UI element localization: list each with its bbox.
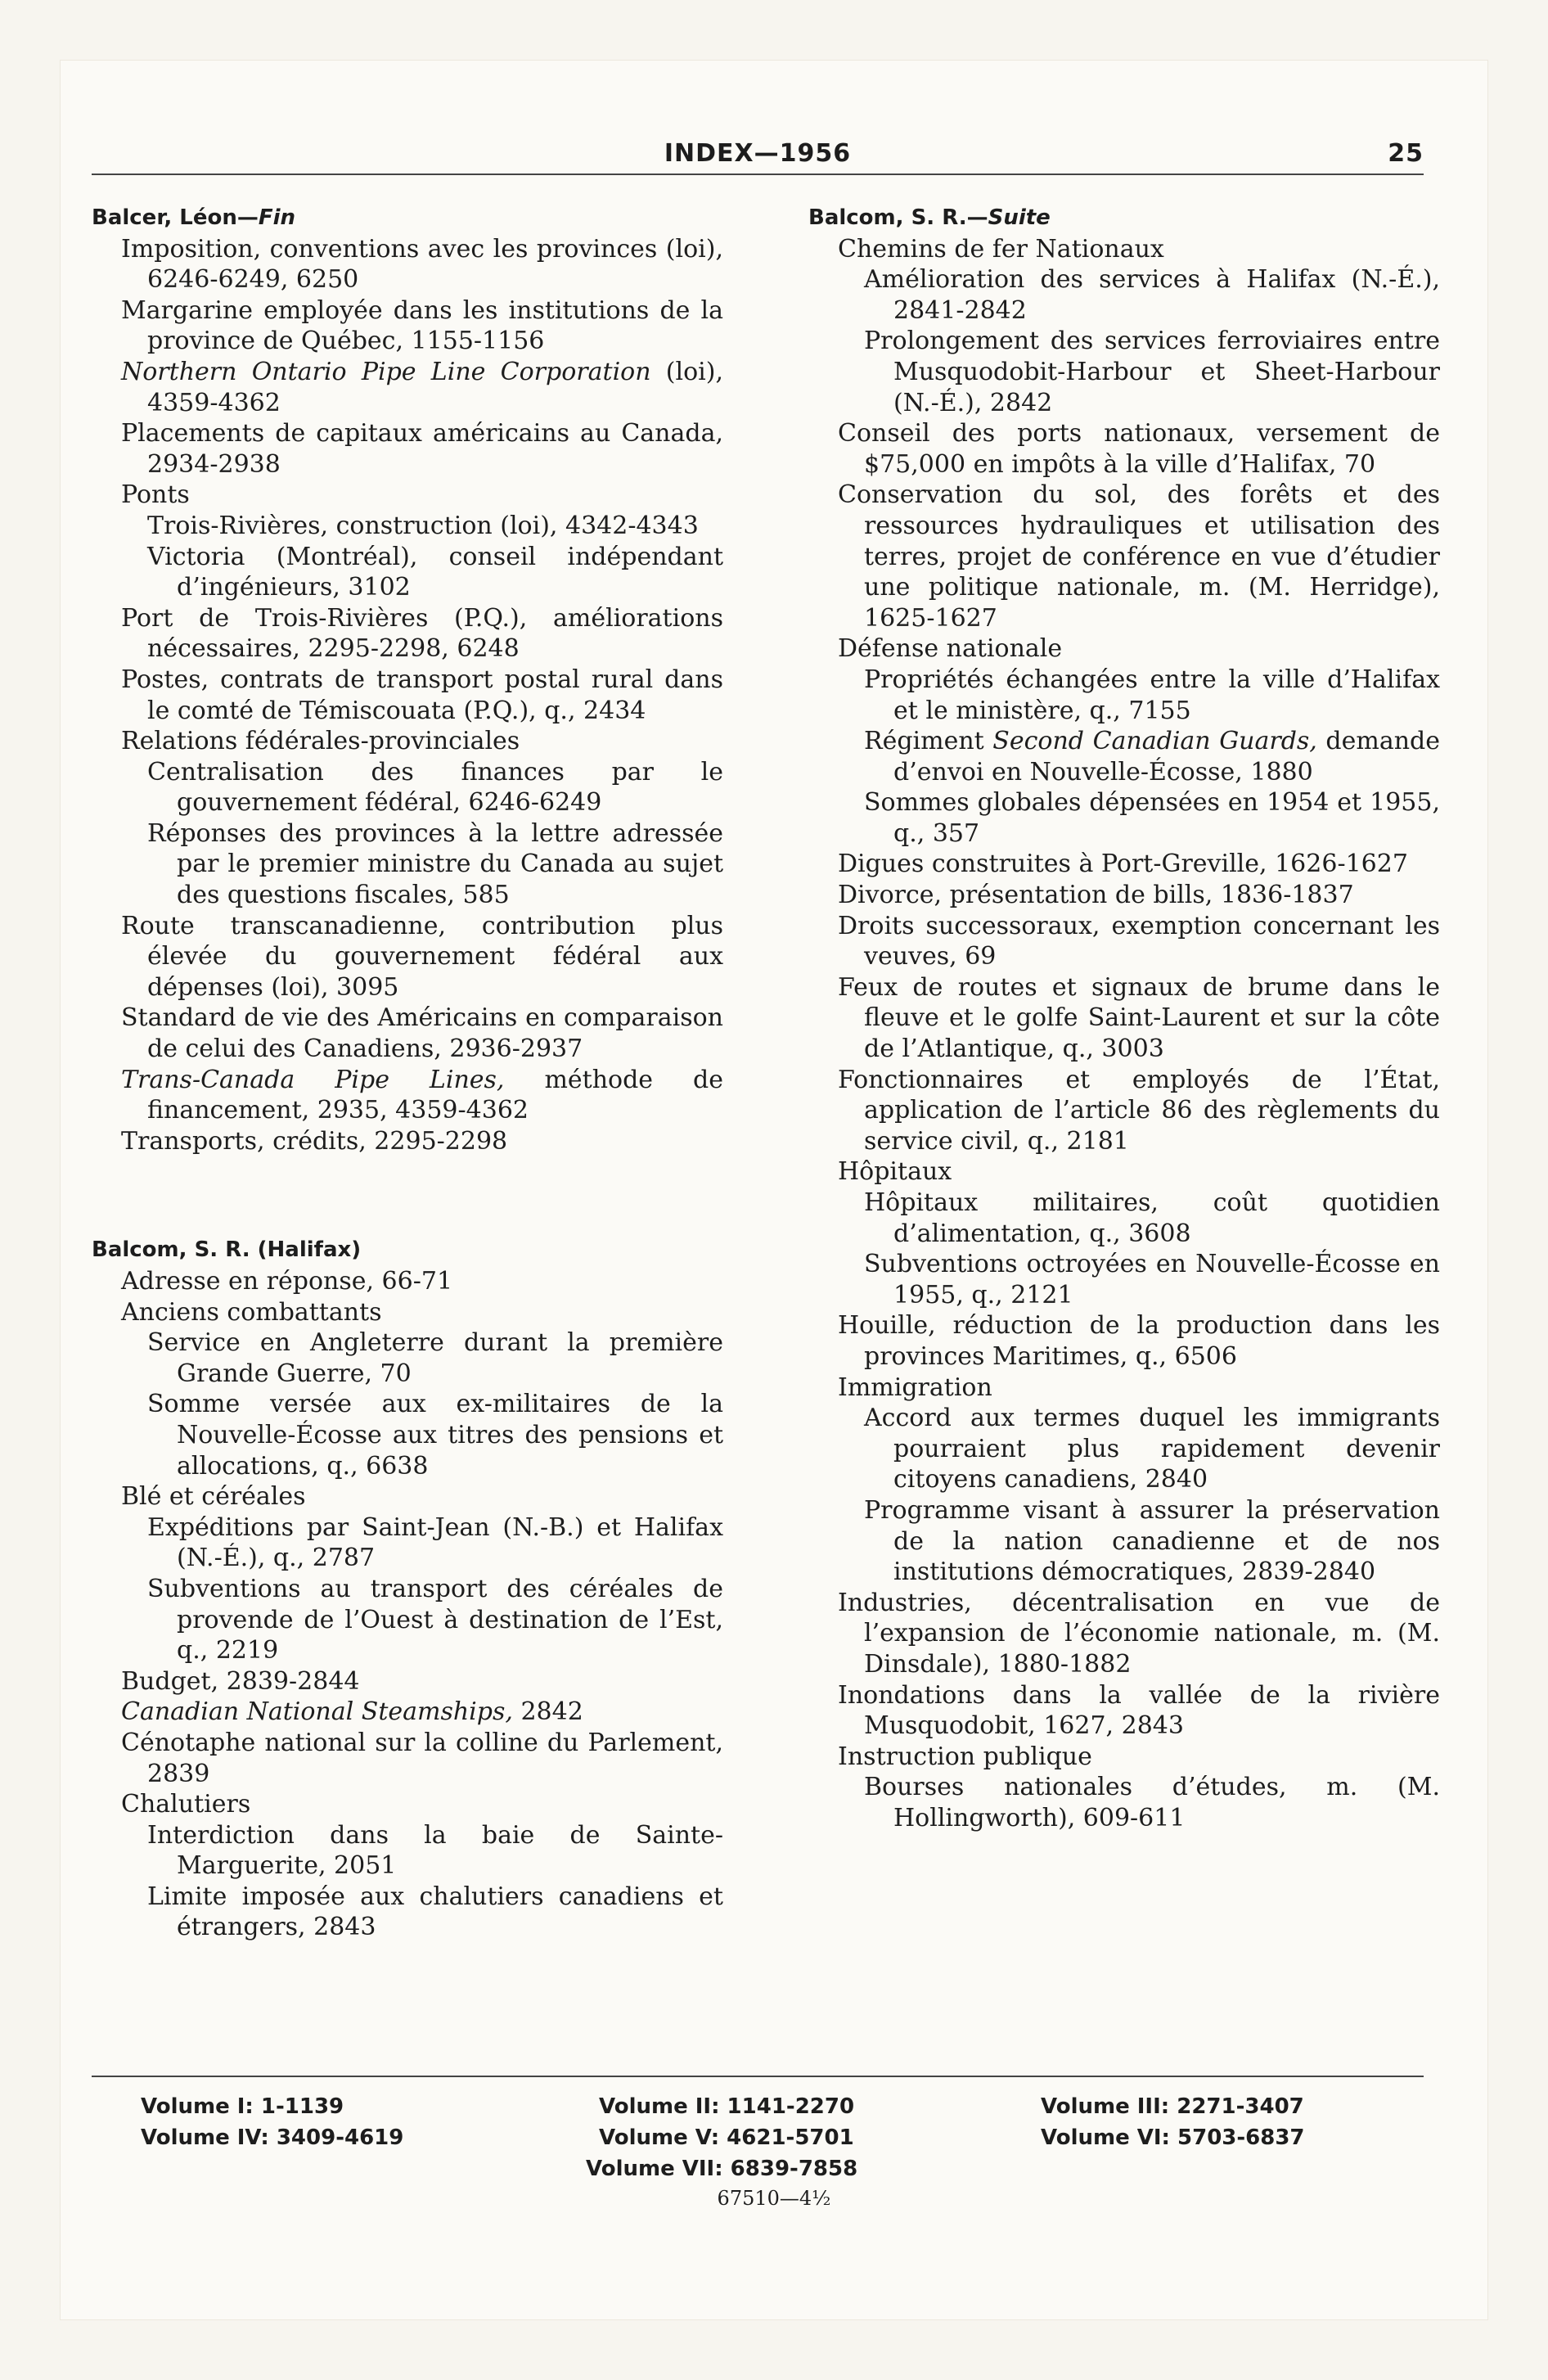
index-entry bbox=[808, 880, 1440, 911]
index-entry bbox=[808, 633, 1440, 665]
index-entry bbox=[92, 1327, 723, 1389]
index-entry bbox=[92, 603, 723, 665]
index-entry bbox=[808, 1772, 1440, 1833]
entry-text: Imposition, conventions avec les provinces (loi), 6246-6249, 6250 bbox=[121, 234, 723, 295]
entry-text: Réponses des provinces à la lettre adressée par le premier ministre du Canada au sujet des questions fiscales, 585 bbox=[147, 818, 723, 910]
entry-text: Route transcanadienne, contribution plus élevée du gouvernement fédéral aux dépenses (loi), 3095 bbox=[121, 911, 723, 1002]
entry-text: Service en Angleterre durant la première Grande Guerre, 70 bbox=[147, 1328, 723, 1388]
index-entry bbox=[808, 1495, 1440, 1588]
entry-text: Centralisation des finances par le gouvernement fédéral, 6246-6249 bbox=[147, 757, 723, 818]
entry-text: Fonctionnaires et employés de l’État, application de l’article 86 des règlements du service civil, q., 2181 bbox=[838, 1065, 1440, 1156]
volume-range: Volume IV: 3409-4619 bbox=[141, 2125, 404, 2150]
entry-text: Limite imposée aux chalutiers canadiens et étrangers, 2843 bbox=[147, 1882, 723, 1942]
index-entry bbox=[92, 1789, 723, 1820]
index-entry bbox=[92, 542, 723, 603]
index-entry bbox=[808, 726, 1440, 787]
entry-text: Feux de routes et signaux de brume dans le fleuve et le golfe Saint-Laurent et sur la côte de l’Atlantique, q., 3003 bbox=[838, 972, 1440, 1064]
entry-text: Instruction publique bbox=[838, 1742, 1092, 1771]
entry-text: Droits successoraux, exemption concernant les veuves, 69 bbox=[838, 911, 1440, 971]
entry-text: Programme visant à assurer la préservation de la nation canadienne et de nos institutions démocratiques, 2839-2840 bbox=[864, 1495, 1440, 1587]
index-entry bbox=[808, 1156, 1440, 1188]
entry-text: Prolongement des services ferroviaires entre Musquodobit-Harbour et Sheet-Harbour (N.-É.), 2842 bbox=[864, 327, 1440, 417]
entry-text: Balcom, S. R.— bbox=[808, 205, 988, 230]
entry-text: Balcer, Léon— bbox=[92, 205, 259, 230]
index-entry bbox=[92, 1481, 723, 1512]
volume-range: Volume V: 4621-5701 bbox=[599, 2125, 854, 2150]
italic-text: Fin bbox=[258, 205, 296, 230]
entry-text: Divorce, présentation de bills, 1836-1837 bbox=[838, 881, 1354, 910]
entry-text: Balcom, S. R. bbox=[92, 1237, 250, 1263]
index-entry bbox=[808, 1403, 1440, 1495]
entry-spacer bbox=[92, 1181, 723, 1210]
entry-text: Digues construites à Port-Greville, 1626-1627 bbox=[838, 850, 1408, 879]
index-entry bbox=[808, 1742, 1440, 1773]
italic-text: Canadian National Steamships, bbox=[121, 1697, 513, 1727]
index-entry bbox=[808, 1065, 1440, 1157]
volume-range: Volume I: 1-1139 bbox=[141, 2094, 344, 2119]
entry-text: Régiment bbox=[864, 727, 993, 756]
entry-text: Houille, réduction de la production dans les provinces Maritimes, q., 6506 bbox=[838, 1311, 1440, 1371]
index-entry bbox=[92, 1065, 723, 1126]
index-entry bbox=[808, 264, 1440, 326]
entry-text: Victoria (Montréal), conseil indépendant d’ingénieurs, 3102 bbox=[147, 542, 723, 602]
entry-text: Postes, contrats de transport postal rural dans le comté de Témiscouata (P.Q.), q., 2434 bbox=[121, 665, 723, 725]
index-entry bbox=[808, 1680, 1440, 1742]
index-entry bbox=[92, 665, 723, 726]
entry-text: méthode de financement, 2935, 4359-4362 bbox=[147, 1065, 723, 1125]
index-entry bbox=[92, 1512, 723, 1574]
index-heading bbox=[92, 203, 723, 234]
index-entry bbox=[808, 326, 1440, 418]
entry-text: Expéditions par Saint-Jean (N.-B.) et Halifax (N.-É.), q., 2787 bbox=[147, 1512, 723, 1573]
entry-text: Accord aux termes duquel les immigrants pourraient plus rapidement devenir citoyens canadiens, 2840 bbox=[864, 1404, 1440, 1494]
entry-text: Inondations dans la vallée de la rivière Musquodobit, 1627, 2843 bbox=[838, 1680, 1440, 1741]
entry-text: Amélioration des services à Halifax (N.-É.), 2841-2842 bbox=[864, 265, 1440, 325]
entry-text: Bourses nationales d’études, m. (M. Hollingworth), 609-611 bbox=[864, 1773, 1440, 1832]
index-entry bbox=[808, 849, 1440, 880]
index-entry bbox=[808, 972, 1440, 1065]
entry-text: Anciens combattants bbox=[121, 1297, 382, 1327]
entry-text: Sommes globales dépensées en 1954 et 1955, q., 357 bbox=[864, 788, 1440, 848]
index-entry bbox=[92, 1126, 723, 1157]
italic-text: Trans-Canada Pipe Lines, bbox=[121, 1065, 505, 1094]
index-entry bbox=[92, 234, 723, 295]
entry-text: Ponts bbox=[121, 480, 190, 510]
index-entry bbox=[92, 1820, 723, 1882]
index-entry bbox=[808, 418, 1440, 480]
page-number: 25 bbox=[1388, 139, 1424, 168]
volume-range: Volume VI: 5703-6837 bbox=[1041, 2125, 1305, 2150]
entry-text: Port de Trois-Rivières (P.Q.), améliorations nécessaires, 2295-2298, 6248 bbox=[121, 603, 723, 664]
entry-text: Trois-Rivières, construction (loi), 4342-4343 bbox=[147, 511, 699, 540]
entry-text: Chalutiers bbox=[121, 1790, 251, 1819]
left-column bbox=[92, 203, 723, 1943]
index-entry bbox=[808, 665, 1440, 726]
index-entry bbox=[808, 787, 1440, 849]
entry-text: Budget, 2839-2844 bbox=[121, 1666, 360, 1696]
italic-text: Northern Ontario Pipe Line Corporation bbox=[121, 357, 651, 386]
italic-text: Suite bbox=[988, 205, 1051, 230]
entry-text: Chemins de fer Nationaux bbox=[838, 234, 1164, 264]
entry-text: Hôpitaux militaires, coût quotidien d’alimentation, q., 3608 bbox=[864, 1188, 1440, 1248]
page-title: INDEX—1956 bbox=[664, 139, 852, 168]
entry-text: (Halifax) bbox=[250, 1237, 362, 1263]
entry-text: Industries, décentralisation en vue de l’expansion de l’économie nationale, m. (M. Dinsdale), 1880-1882 bbox=[838, 1588, 1440, 1679]
index-heading bbox=[92, 1235, 723, 1266]
index-entry bbox=[808, 480, 1440, 633]
index-heading bbox=[808, 203, 1440, 234]
index-entry bbox=[92, 1574, 723, 1666]
entry-text: Standard de vie des Américains en comparaison de celui des Canadiens, 2936-2937 bbox=[121, 1003, 723, 1064]
index-entry bbox=[92, 1666, 723, 1697]
entry-text: Placements de capitaux américains au Canada, 2934-2938 bbox=[121, 419, 723, 479]
entry-text: Défense nationale bbox=[838, 634, 1063, 664]
index-entry bbox=[92, 1266, 723, 1297]
entry-text: Subventions octroyées en Nouvelle-Écosse en 1955, q., 2121 bbox=[864, 1250, 1440, 1309]
index-entry bbox=[92, 1389, 723, 1481]
index-entry bbox=[92, 418, 723, 480]
entry-text: Adresse en réponse, 66-71 bbox=[121, 1267, 453, 1296]
entry-text: Immigration bbox=[838, 1373, 992, 1402]
index-entry bbox=[808, 1588, 1440, 1680]
index-entry bbox=[92, 357, 723, 418]
index-entry bbox=[92, 1697, 723, 1728]
index-entry bbox=[92, 1728, 723, 1789]
entry-text: (loi), 4359-4362 bbox=[147, 357, 724, 417]
index-entry bbox=[92, 480, 723, 511]
index-entry bbox=[808, 1310, 1440, 1372]
print-code: 67510—4½ bbox=[717, 2187, 831, 2210]
index-entry bbox=[92, 818, 723, 911]
index-entry bbox=[92, 1882, 723, 1943]
right-column bbox=[808, 203, 1440, 1833]
entry-text: Conservation du sol, des forêts et des ressources hydrauliques et utilisation des terres, projet de conférence en vue d’étudier une politique nationale, m. (M. Herridge), 1625-1627 bbox=[838, 480, 1440, 633]
entry-text: Interdiction dans la baie de Sainte-Marguerite, 2051 bbox=[147, 1820, 723, 1881]
index-entry bbox=[808, 1188, 1440, 1249]
index-entry bbox=[92, 911, 723, 1003]
index-entry bbox=[92, 757, 723, 818]
index-entry bbox=[92, 1003, 723, 1064]
index-entry bbox=[808, 234, 1440, 265]
index-entry bbox=[92, 295, 723, 357]
entry-text: Subventions au transport des céréales de provende de l’Ouest à destination de l’Est, q., 2219 bbox=[147, 1574, 723, 1666]
entry-text: Transports, crédits, 2295-2298 bbox=[121, 1126, 508, 1156]
entry-text: Conseil des ports nationaux, versement de $75,000 en impôts à la ville d’Halifax, 70 bbox=[838, 419, 1440, 479]
entry-text: demande d’envoi en Nouvelle-Écosse, 1880 bbox=[893, 727, 1440, 787]
entry-text: Relations fédérales-provinciales bbox=[121, 727, 520, 756]
volume-range: Volume II: 1141-2270 bbox=[599, 2094, 855, 2119]
index-entry bbox=[808, 1373, 1440, 1404]
volume-range: Volume VII: 6839-7858 bbox=[586, 2157, 858, 2181]
volume-range: Volume III: 2271-3407 bbox=[1041, 2094, 1304, 2119]
entry-text: Margarine employée dans les institutions de la province de Québec, 1155-1156 bbox=[121, 295, 723, 356]
entry-text: Somme versée aux ex-militaires de la Nouvelle-Écosse aux titres des pensions et allocations, q., 6638 bbox=[147, 1390, 723, 1481]
entry-text: Hôpitaux bbox=[838, 1157, 952, 1187]
index-entry bbox=[92, 1297, 723, 1328]
index-entry bbox=[92, 726, 723, 757]
footer-rule bbox=[92, 2076, 1424, 2077]
entry-text: Blé et céréales bbox=[121, 1482, 306, 1512]
italic-text: Second Canadian Guards, bbox=[992, 727, 1317, 756]
entry-text: Propriétés échangées entre la ville d’Halifax et le ministère, q., 7155 bbox=[864, 665, 1440, 725]
entry-text: 2842 bbox=[512, 1697, 583, 1727]
index-entry bbox=[92, 511, 723, 542]
entry-text: Cénotaphe national sur la colline du Parlement, 2839 bbox=[121, 1728, 723, 1788]
running-header bbox=[92, 137, 1424, 175]
index-entry bbox=[808, 1249, 1440, 1310]
index-entry bbox=[808, 911, 1440, 972]
